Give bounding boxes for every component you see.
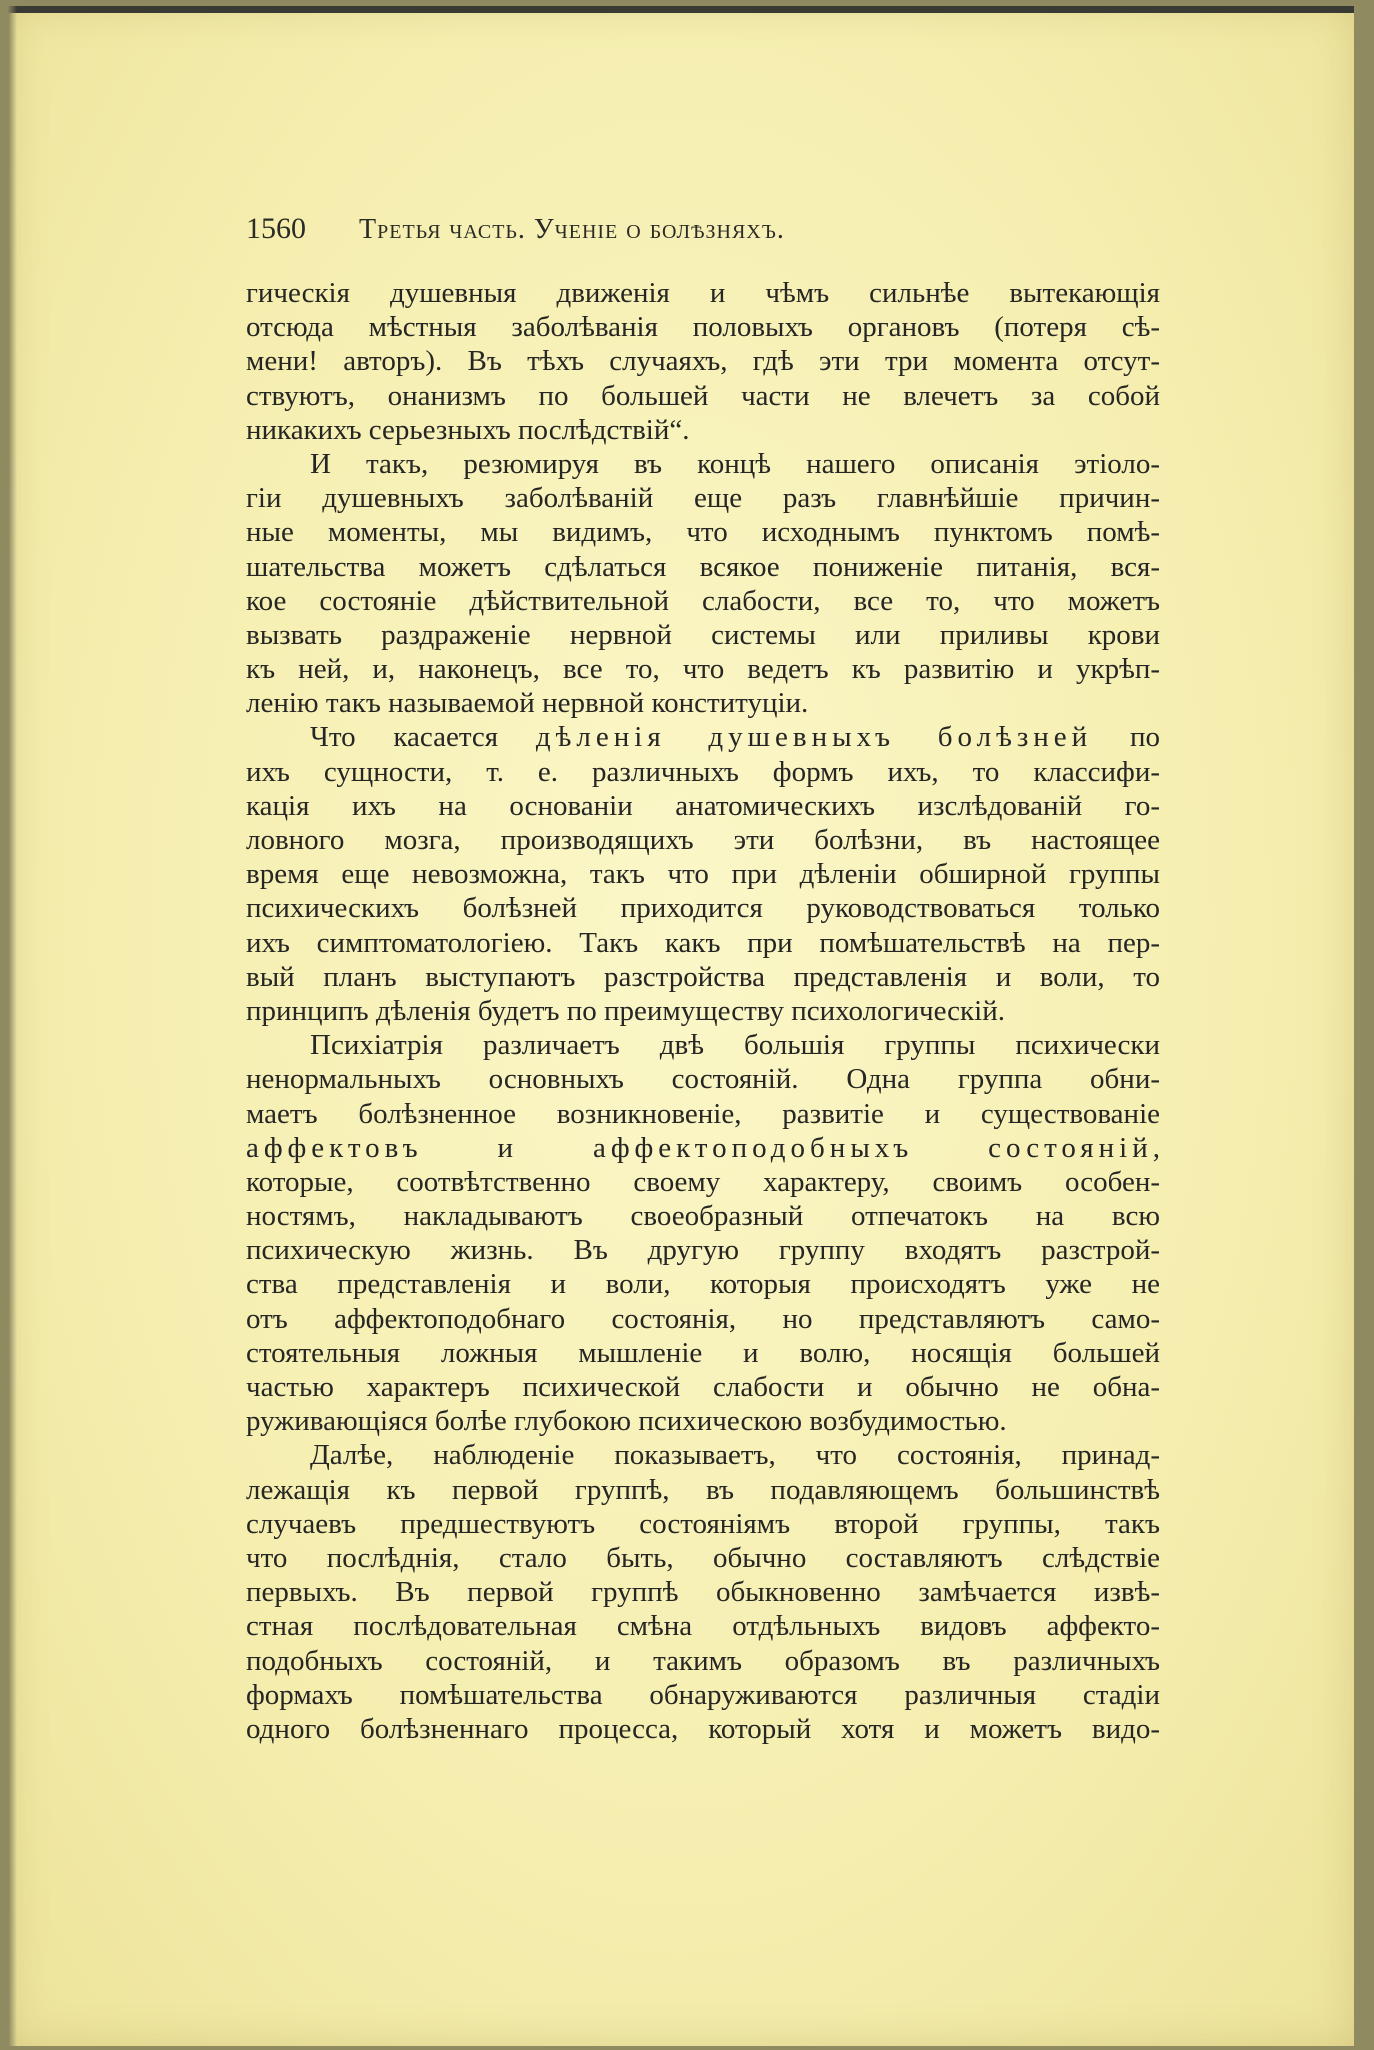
text-line: И такъ, резюмируя въ концѣ нашего описанія этіоло- [310, 447, 1160, 480]
text-line: что послѣднія, стало быть, обычно составляютъ слѣдствіе [246, 1541, 1160, 1574]
text-line [246, 1131, 1160, 1165]
text-line: которые, соотвѣтственно своему характеру, своимъ особен- [246, 1165, 1160, 1198]
text-line: ихъ сущности, т. е. различныхъ формъ ихъ, то классифи- [246, 755, 1160, 788]
text-line: лежащія къ первой группѣ, въ подавляющемъ большинствѣ [246, 1473, 1160, 1506]
page-number: 1560 [246, 212, 306, 245]
emphasized-term: дѣленія душевныхъ болѣзней [535, 721, 1093, 754]
text-line: отъ аффектоподобнаго состоянія, но представляютъ само- [246, 1302, 1160, 1335]
body-text [246, 276, 1160, 1746]
text-line: ностямъ, накладываютъ своеобразный отпечатокъ на всю [246, 1200, 1160, 1233]
text-line: кація ихъ на основаніи анатомическихъ изслѣдованій го- [246, 789, 1160, 822]
text-line: маетъ болѣзненное возникновеніе, развитіе и существованіе [246, 1097, 1160, 1130]
text-line: вызвать раздраженіе нервной системы или приливы крови [246, 618, 1160, 651]
text-line: кое состояніе дѣйствительной слабости, все то, что можетъ [246, 584, 1160, 617]
text-line: ленію такъ называемой нервной конституціи. [246, 687, 809, 720]
book-page [8, 6, 1354, 2046]
text-line: никакихъ серьезныхъ послѣдствій“. [246, 413, 690, 446]
text-line: вый планъ выступаютъ разстройства представленія и воли, то [246, 960, 1160, 993]
text-line: стная послѣдовательная смѣна отдѣльныхъ видовъ аффекто- [246, 1610, 1160, 1643]
emphasized-term: аффектовъ и аффектоподобныхъ состояній [246, 1131, 1153, 1164]
text-line [246, 720, 1160, 754]
text-line: гіи душевныхъ заболѣваній еще разъ главнѣйшіе причин- [246, 482, 1160, 515]
text-line: частью характеръ психической слабости и обычно не обна- [246, 1371, 1160, 1403]
page-binding-edge [8, 6, 17, 2046]
text-line: руживающіяся болѣе глубокою психическою возбудимостью. [246, 1405, 1007, 1438]
text-line: одного болѣзненнаго процесса, который хотя и можетъ видо- [246, 1712, 1160, 1745]
running-title: Третья часть. Ученіе о болѣзняхъ. [359, 214, 785, 245]
text-line: мени! авторъ). Въ тѣхъ случаяхъ, гдѣ эти три момента отсут- [246, 345, 1160, 378]
running-header [246, 212, 1106, 246]
text-line: формахъ помѣшательства обнаруживаются различныя стадіи [246, 1678, 1160, 1711]
text-line: ные моменты, мы видимъ, что исходнымъ пунктомъ помѣ- [246, 516, 1160, 549]
text-line: первыхъ. Въ первой группѣ обыкновенно замѣчается извѣ- [246, 1576, 1160, 1609]
text-line: стоятельныя ложныя мышленіе и волю, носящія большей [246, 1336, 1160, 1369]
text-line: подобныхъ состояній, и такимъ образомъ въ различныхъ [246, 1644, 1160, 1677]
text-line: ихъ симптоматологіею. Такъ какъ при помѣшательствѣ на пер- [246, 926, 1160, 959]
text-line: гическія душевныя движенія и чѣмъ сильнѣе вытекающія [246, 277, 1160, 309]
text-segment: Что касается [310, 721, 536, 754]
text-line: ства представленія и воли, которыя происходятъ уже не [246, 1268, 1160, 1301]
text-line: случаевъ предшествуютъ состояніямъ второй группы, такъ [246, 1507, 1160, 1540]
text-line: психическую жизнь. Въ другую группу входятъ разстрой- [246, 1234, 1160, 1267]
text-line: шательства можетъ сдѣлаться всякое пониженіе питанія, вся- [246, 550, 1160, 583]
text-line: отсюда мѣстныя заболѣванія половыхъ органовъ (потеря сѣ- [246, 311, 1160, 344]
text-line: психическихъ болѣзней приходится руководствоваться только [246, 892, 1160, 925]
text-segment: , [1152, 1131, 1160, 1164]
text-segment: по [1092, 721, 1160, 754]
text-line: къ ней, и, наконецъ, все то, что ведетъ къ развитію и укрѣп- [246, 653, 1160, 686]
text-line: принципъ дѣленія будетъ по преимуществу психологическій. [246, 994, 1005, 1027]
text-line: ствуютъ, онанизмъ по большей части не влечетъ за собой [246, 379, 1160, 412]
text-line: Психіатрія различаетъ двѣ большія группы психически [310, 1029, 1160, 1062]
text-line: ненормальныхъ основныхъ состояній. Одна группа обни- [246, 1063, 1160, 1096]
text-line: Далѣе, наблюденіе показываетъ, что состоянія, принад- [310, 1439, 1160, 1472]
text-line: время еще невозможна, такъ что при дѣленіи обширной группы [246, 858, 1160, 891]
page-top-edge [8, 6, 1354, 13]
text-line: ловного мозга, производящихъ эти болѣзни, въ настоящее [246, 824, 1160, 856]
